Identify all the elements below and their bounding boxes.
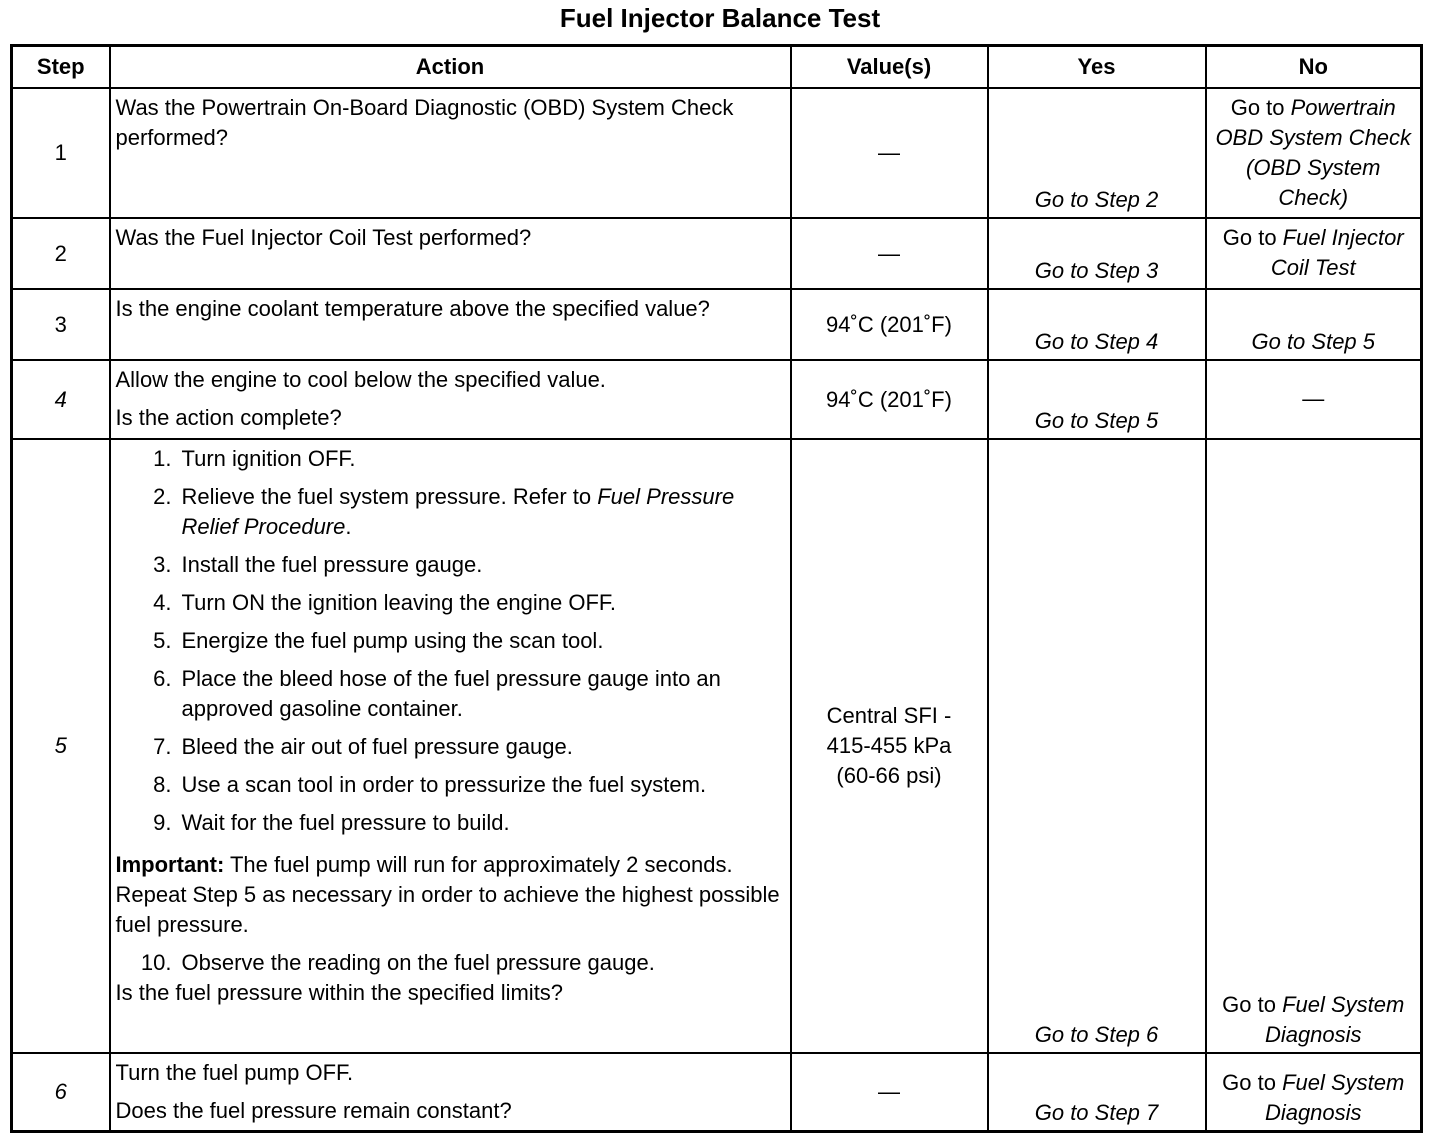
step-number: 2 bbox=[12, 218, 110, 289]
step-number: 1 bbox=[12, 88, 110, 218]
list-text: Turn ON the ignition leaving the engine OFF. bbox=[181, 590, 617, 615]
no-cell bbox=[1206, 360, 1422, 439]
list-text: Bleed the air out of fuel pressure gauge. bbox=[181, 734, 573, 759]
yes-link[interactable]: Go to Step 3 bbox=[988, 218, 1206, 289]
no-prefix: Go to bbox=[1222, 225, 1283, 250]
header-action: Action bbox=[110, 46, 791, 89]
action-cell bbox=[110, 1053, 791, 1131]
action-text: Was the Fuel Injector Coil Test performed? bbox=[110, 218, 791, 289]
no-cell bbox=[1206, 1053, 1422, 1131]
no-link[interactable]: Fuel System Diagnosis bbox=[1264, 992, 1405, 1047]
list-text: Energize the fuel pump using the scan tool. bbox=[181, 628, 604, 653]
action-question: Is the action complete? bbox=[115, 405, 342, 430]
header-yes: Yes bbox=[988, 46, 1206, 89]
no-cell bbox=[1206, 88, 1422, 218]
list-item bbox=[116, 444, 786, 474]
list-item bbox=[116, 770, 786, 800]
no-link[interactable]: Powertrain OBD System Check (OBD System Check) bbox=[1215, 95, 1412, 210]
list-text: Turn ignition OFF. bbox=[181, 446, 356, 471]
list-number: 3. bbox=[153, 552, 172, 577]
important-note bbox=[116, 850, 786, 940]
table-row bbox=[12, 360, 1422, 439]
procedure-link[interactable]: Fuel Pressure Relief Procedure bbox=[181, 484, 735, 539]
header-values: Value(s) bbox=[791, 46, 988, 89]
list-item bbox=[116, 626, 786, 656]
step-number: 5 bbox=[12, 439, 110, 1053]
list-number: 1. bbox=[153, 446, 172, 471]
no-link[interactable]: Fuel System Diagnosis bbox=[1264, 1069, 1405, 1125]
list-number: 8. bbox=[153, 772, 172, 797]
list-item bbox=[116, 550, 786, 580]
action-question: Is the fuel pressure within the specified limits? bbox=[115, 980, 564, 1005]
list-item bbox=[116, 588, 786, 618]
list-text: Relieve the fuel system pressure. Refer to bbox=[181, 484, 598, 509]
table-row bbox=[12, 88, 1422, 218]
yes-link[interactable]: Go to Step 4 bbox=[988, 289, 1206, 360]
value-cell bbox=[791, 218, 988, 289]
action-text: Was the Powertrain On-Board Diagnostic (OBD) System Check performed? bbox=[110, 88, 791, 218]
list-item bbox=[116, 948, 786, 978]
action-text: Is the engine coolant temperature above the specified value? bbox=[110, 289, 791, 360]
step-number: 6 bbox=[12, 1053, 110, 1131]
step-number: 3 bbox=[12, 289, 110, 360]
diagnostic-table bbox=[10, 44, 1423, 1133]
list-text: Place the bleed hose of the fuel pressure gauge into an approved gasoline container. bbox=[181, 666, 721, 721]
value-cell bbox=[791, 1053, 988, 1131]
no-cell bbox=[1206, 439, 1422, 1053]
list-item bbox=[116, 732, 786, 762]
no-link[interactable]: Go to Step 5 bbox=[1206, 289, 1422, 360]
yes-link[interactable]: Go to Step 5 bbox=[988, 360, 1206, 439]
document-title: Fuel Injector Balance Test bbox=[559, 3, 881, 33]
value-text: — bbox=[878, 1078, 900, 1104]
no-link[interactable]: Fuel Injector Coil Test bbox=[1270, 225, 1404, 280]
list-number: 5. bbox=[153, 628, 172, 653]
action-text: Allow the engine to cool below the specified value. bbox=[115, 367, 606, 392]
no-text: — bbox=[1302, 385, 1325, 411]
list-text: Wait for the fuel pressure to build. bbox=[181, 810, 510, 835]
value-line: Central SFI - bbox=[826, 703, 952, 728]
value-text: — bbox=[878, 240, 900, 266]
list-number: 2. bbox=[153, 484, 172, 509]
value-cell bbox=[791, 439, 988, 1053]
step-number: 4 bbox=[12, 360, 110, 439]
list-item bbox=[116, 482, 786, 542]
no-prefix: Go to bbox=[1222, 992, 1283, 1017]
action-cell bbox=[110, 360, 791, 439]
value-line: (60-66 psi) bbox=[836, 763, 942, 788]
value-text: 94˚C (201˚F) bbox=[791, 289, 988, 360]
table-row bbox=[12, 439, 1422, 1053]
list-text: Install the fuel pressure gauge. bbox=[181, 552, 483, 577]
no-prefix: Go to bbox=[1222, 1069, 1283, 1095]
list-number: 4. bbox=[153, 590, 172, 615]
value-line: 415-455 kPa bbox=[826, 733, 952, 758]
header-no: No bbox=[1206, 46, 1422, 89]
table-row bbox=[12, 289, 1422, 360]
list-number: 7. bbox=[153, 734, 172, 759]
list-item bbox=[116, 808, 786, 838]
list-number: 9. bbox=[153, 810, 172, 835]
list-text-end: . bbox=[345, 514, 352, 539]
yes-link[interactable]: Go to Step 7 bbox=[988, 1053, 1206, 1131]
procedure-list bbox=[116, 444, 786, 838]
action-cell bbox=[110, 439, 791, 1053]
important-text: The fuel pump will run for approximately 2 seconds. Repeat Step 5 as necessary in order to achieve the highest possible fuel pressure. bbox=[115, 852, 780, 937]
value-text: — bbox=[878, 140, 900, 165]
table-row bbox=[12, 1053, 1422, 1131]
action-question: Does the fuel pressure remain constant? bbox=[115, 1098, 512, 1123]
table-row bbox=[12, 218, 1422, 289]
yes-link[interactable]: Go to Step 6 bbox=[988, 439, 1206, 1053]
value-text: 94˚C (201˚F) bbox=[791, 360, 988, 439]
list-item bbox=[116, 664, 786, 724]
list-text: Use a scan tool in order to pressurize the fuel system. bbox=[181, 772, 707, 797]
list-number: 10. bbox=[140, 950, 172, 975]
yes-link[interactable]: Go to Step 2 bbox=[988, 88, 1206, 218]
list-text: Observe the reading on the fuel pressure gauge. bbox=[181, 950, 655, 975]
header-step: Step bbox=[12, 46, 110, 89]
important-label: Important: bbox=[115, 852, 225, 877]
no-prefix: Go to bbox=[1230, 95, 1291, 120]
action-text: Turn the fuel pump OFF. bbox=[115, 1060, 354, 1085]
header-row bbox=[12, 46, 1422, 89]
value-cell bbox=[791, 88, 988, 218]
no-cell bbox=[1206, 218, 1422, 289]
list-number: 6. bbox=[153, 666, 172, 691]
